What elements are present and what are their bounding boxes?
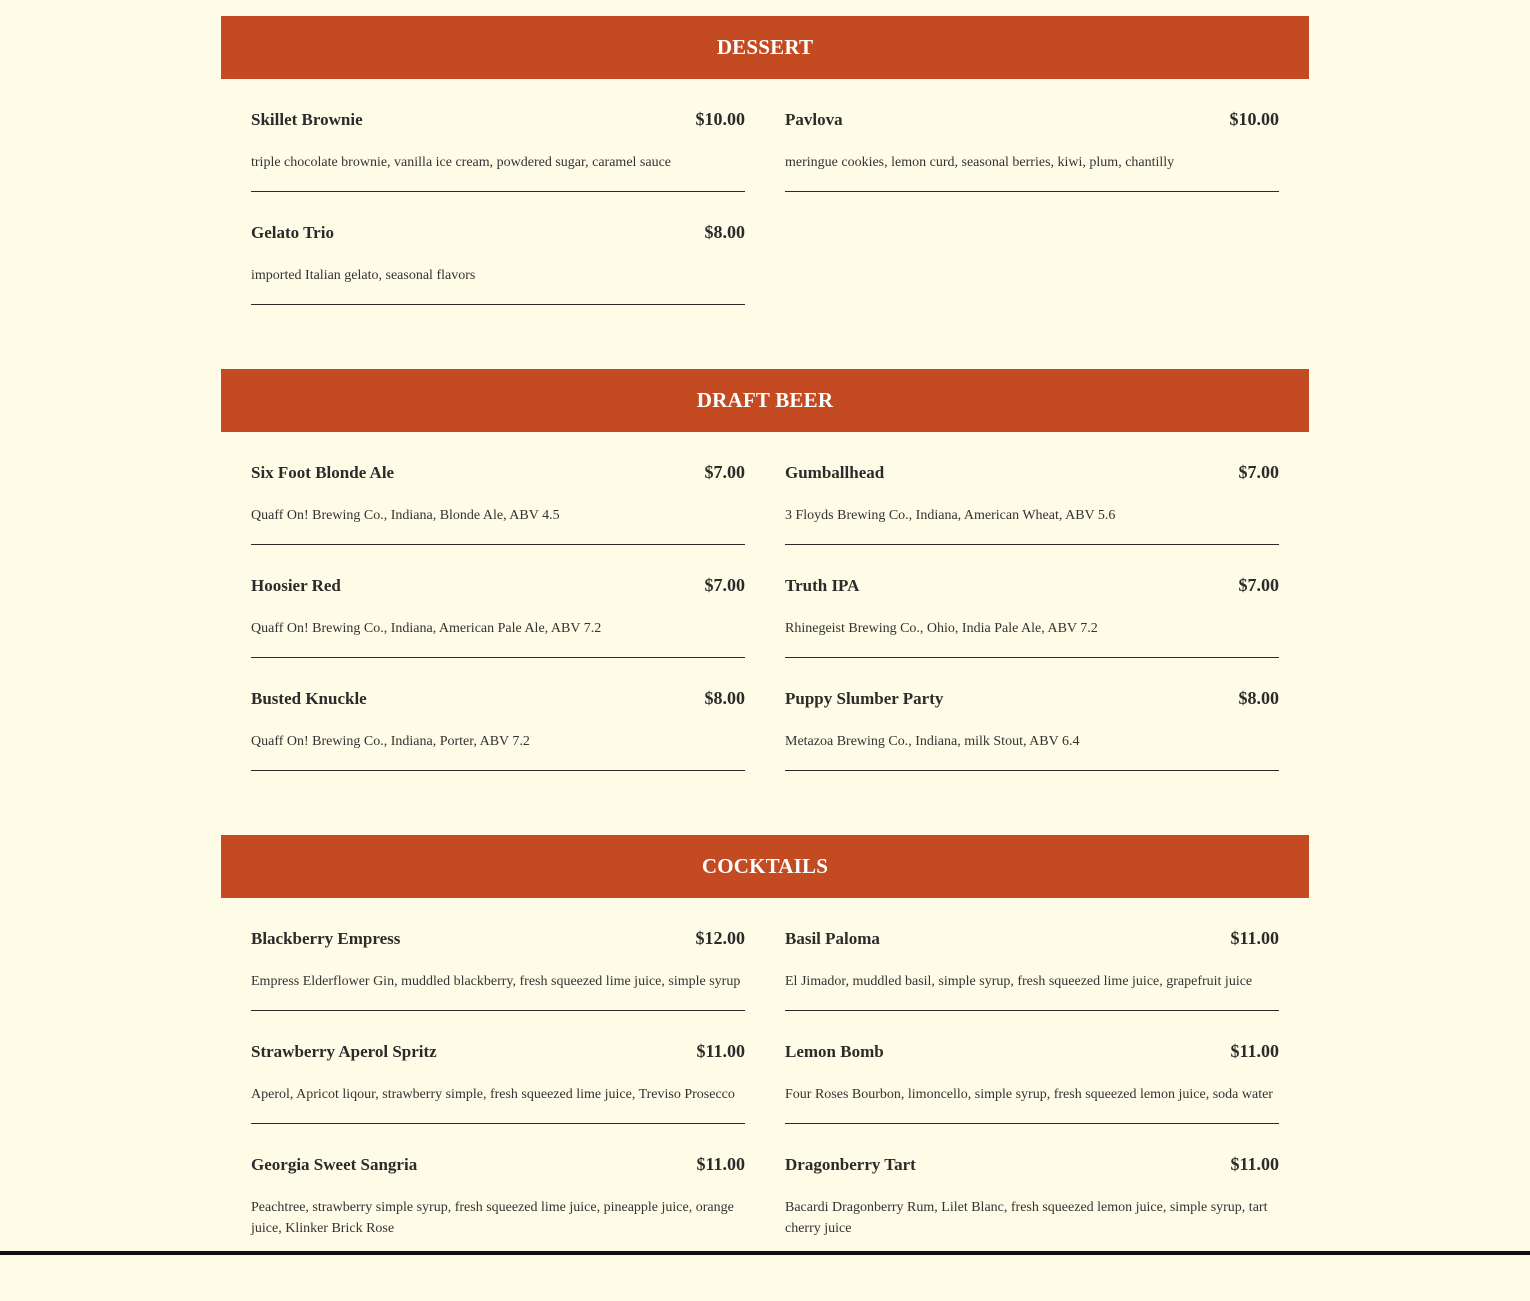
item-name: Strawberry Aperol Spritz: [251, 1042, 437, 1061]
item-description: Peachtree, strawberry simple syrup, fresh squeezed lime juice, pineapple juice, orange juice, Klinker Brick Rose: [251, 1200, 734, 1236]
menu-item: [251, 1124, 745, 1237]
divider: [251, 304, 745, 305]
item-name: Busted Knuckle: [251, 689, 367, 708]
item-price: $8.00: [704, 688, 745, 708]
item-price: $11.00: [1230, 928, 1279, 948]
item-name: Gumballhead: [785, 463, 885, 482]
item-price: $11.00: [696, 1041, 745, 1061]
item-price: $11.00: [1230, 1154, 1279, 1174]
item-description: triple chocolate brownie, vanilla ice cream, powdered sugar, caramel sauce: [251, 155, 672, 170]
section-title: DRAFT BEER: [221, 369, 1309, 432]
item-description: Rhinegeist Brewing Co., Ohio, India Pale Ale, ABV 7.2: [785, 621, 1098, 636]
item-description: Empress Elderflower Gin, muddled blackberry, fresh squeezed lime juice, simple syrup: [251, 974, 741, 989]
divider: [785, 191, 1279, 192]
menu-item: [785, 898, 1279, 1011]
menu-item: [251, 545, 745, 658]
item-name: Hoosier Red: [251, 576, 341, 595]
item-price: $7.00: [704, 575, 745, 595]
menu-grid: [221, 79, 1309, 305]
item-name: Dragonberry Tart: [785, 1155, 916, 1174]
item-name: Lemon Bomb: [785, 1042, 884, 1061]
item-price: $10.00: [1229, 109, 1279, 129]
menu-item: [251, 658, 745, 771]
item-price: $8.00: [1238, 688, 1279, 708]
section-draft-beer: [221, 369, 1309, 771]
menu-item: [785, 658, 1279, 771]
item-name: Blackberry Empress: [251, 929, 401, 948]
menu-item: [251, 79, 745, 192]
item-name: Six Foot Blonde Ale: [251, 463, 395, 482]
menu-item: [785, 79, 1279, 192]
item-price: $11.00: [1230, 1041, 1279, 1061]
item-name: Gelato Trio: [251, 223, 334, 242]
menu-grid: [221, 432, 1309, 771]
item-price: $7.00: [704, 462, 745, 482]
section-title: COCKTAILS: [221, 835, 1309, 898]
menu-item: [251, 432, 745, 545]
section-cocktails: [221, 835, 1309, 1237]
item-description: Quaff On! Brewing Co., Indiana, Blonde Ale, ABV 4.5: [251, 508, 560, 523]
item-name: Basil Paloma: [785, 929, 880, 948]
section-dessert: [221, 16, 1309, 305]
item-price: $7.00: [1238, 462, 1279, 482]
menu-item: [251, 1011, 745, 1124]
item-description: Four Roses Bourbon, limoncello, simple syrup, fresh squeezed lemon juice, soda water: [785, 1087, 1273, 1102]
bottom-edge-bar: [0, 1251, 1530, 1255]
item-price: $11.00: [696, 1154, 745, 1174]
menu-item: [785, 432, 1279, 545]
item-name: Puppy Slumber Party: [785, 689, 944, 708]
menu-item: [785, 1011, 1279, 1124]
item-price: $12.00: [695, 928, 745, 948]
divider: [785, 770, 1279, 771]
item-name: Georgia Sweet Sangria: [251, 1155, 418, 1174]
item-description: Bacardi Dragonberry Rum, Lilet Blanc, fresh squeezed lemon juice, simple syrup, tart cherry juice: [785, 1200, 1268, 1236]
item-name: Pavlova: [785, 110, 843, 129]
menu-item: [785, 1124, 1279, 1237]
item-name: Truth IPA: [785, 576, 860, 595]
item-name: Skillet Brownie: [251, 110, 363, 129]
menu: [221, 16, 1309, 1301]
item-description: Metazoa Brewing Co., Indiana, milk Stout, ABV 6.4: [785, 734, 1080, 749]
item-description: Quaff On! Brewing Co., Indiana, Porter, ABV 7.2: [251, 734, 530, 749]
item-description: 3 Floyds Brewing Co., Indiana, American Wheat, ABV 5.6: [785, 508, 1116, 523]
item-description: Quaff On! Brewing Co., Indiana, American Pale Ale, ABV 7.2: [251, 621, 602, 636]
item-description: Aperol, Apricot liqour, strawberry simple, fresh squeezed lime juice, Treviso Prosecco: [251, 1087, 735, 1102]
menu-grid: [221, 898, 1309, 1237]
item-price: $8.00: [704, 222, 745, 242]
item-description: El Jimador, muddled basil, simple syrup, fresh squeezed lime juice, grapefruit juice: [785, 974, 1253, 989]
menu-item: [785, 545, 1279, 658]
item-description: meringue cookies, lemon curd, seasonal berries, kiwi, plum, chantilly: [785, 155, 1175, 170]
menu-item: [251, 898, 745, 1011]
section-title: DESSERT: [221, 16, 1309, 79]
item-price: $7.00: [1238, 575, 1279, 595]
item-description: imported Italian gelato, seasonal flavors: [251, 268, 476, 283]
divider: [251, 770, 745, 771]
item-price: $10.00: [695, 109, 745, 129]
menu-item: [251, 192, 745, 305]
